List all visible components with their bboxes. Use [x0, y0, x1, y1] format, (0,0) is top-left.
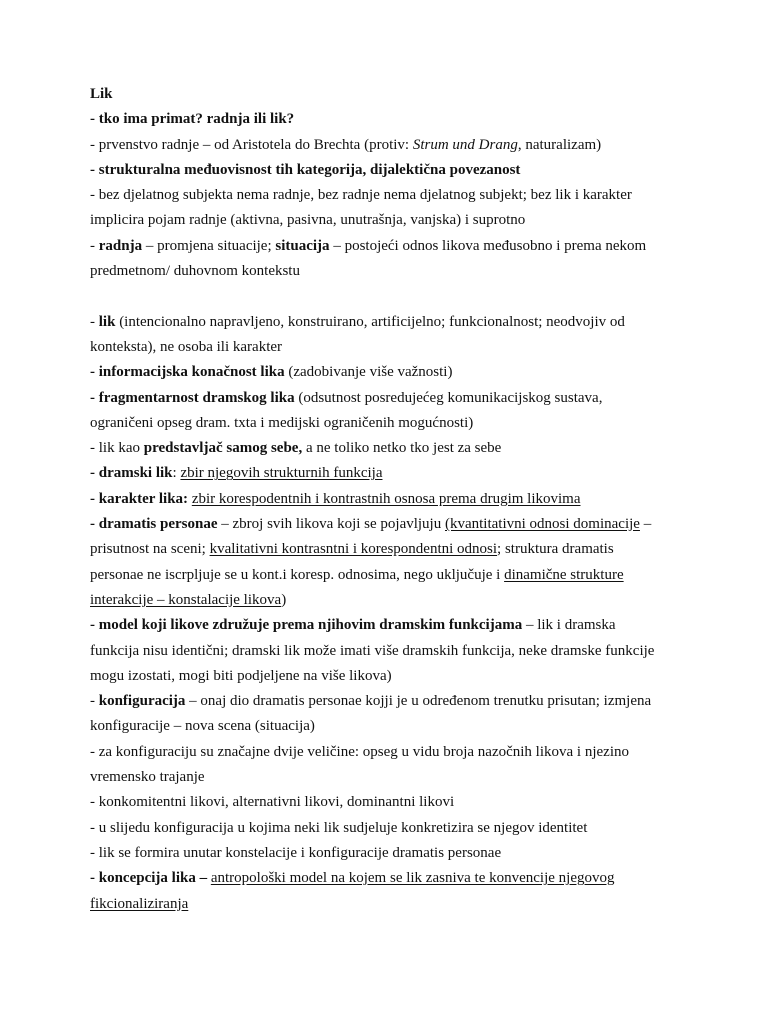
underlined-text: fikcionaliziranja [90, 895, 189, 912]
italic-text: Strum und Drang [412, 136, 518, 153]
underlined-text: antropološki model na kojem se lik zasniva te konvencije njegovog [210, 870, 615, 887]
line-30 [90, 866, 690, 891]
blank-line [90, 284, 690, 309]
title-line [90, 82, 690, 107]
text: konteksta), ne osoba ili karakter [90, 338, 283, 355]
text: - prvenstvo radnje – od Aristotela do Brechta (protiv: [90, 136, 413, 153]
bold-text: - strukturalna međuovisnost tih kategorija, dijalektična povezanost [90, 161, 521, 178]
line-1 [90, 107, 690, 132]
underlined-text: zbir korespodentnih i kontrastnih osnosa prema drugim likovima [191, 490, 581, 507]
text: ) [281, 591, 287, 608]
text: vremensko trajanje [90, 769, 205, 786]
text: implicira pojam radnje (aktivna, pasivna, unutrašnja, vanjska) i suprotno [90, 212, 526, 229]
bold-text: - tko ima primat? radnja ili lik? [90, 111, 295, 128]
text: konfiguracije – nova scena (situacija) [90, 718, 315, 735]
bold-text: - koncepcija lika – [90, 870, 208, 887]
text: – promjena situacije; [142, 237, 276, 254]
line-15 [90, 487, 690, 512]
text: – [639, 516, 652, 533]
line-3 [90, 158, 690, 183]
line-21 [90, 639, 690, 664]
text: - [90, 313, 99, 330]
text: ; struktura dramatis [497, 541, 614, 558]
text: - lik se formira unutar konstelacije i konfiguracije dramatis personae [90, 844, 502, 861]
text: - u slijedu konfiguracija u kojima neki lik sudjeluje konkretizira se njegov identitet [90, 819, 588, 836]
text: , naturalizam) [517, 136, 602, 153]
bold-text: - fragmentarnost dramskog lika [90, 389, 295, 406]
line-20 [90, 613, 690, 638]
text: mogu izostati, mogi biti podjeljene na više likova) [90, 667, 392, 684]
line-8 [90, 310, 690, 335]
bold-text: konfiguracija [98, 693, 186, 710]
text: (intencionalno napravljeno, konstruirano, artificijelno; funkcionalnost; neodvojiv od [115, 313, 625, 330]
bold-text: - model koji likove združuje prema njihovim dramskim funkcijama [90, 617, 523, 634]
text: – postojeći odnos likova međusobno i prema nekom [329, 237, 647, 254]
line-10 [90, 360, 690, 385]
text: – onaj dio dramatis personae kojji je u određenom trenutku prisutan; izmjena [185, 693, 652, 710]
bold-text: predstavljač samog sebe, [143, 440, 303, 457]
line-25 [90, 740, 690, 765]
document-page [90, 82, 690, 917]
text: ograničeni opseg dram. txta i medijski ograničenih mogućnosti) [90, 414, 474, 431]
text: (odsutnost posredujećeg komunikacijskog sustava, [294, 389, 603, 406]
heading-lik: Lik [90, 86, 113, 102]
line-9 [90, 335, 690, 360]
line-24 [90, 714, 690, 739]
underlined-text: zbir njegovih strukturnih funkcija [180, 465, 383, 482]
underlined-text: interakcije – konstalacije likova [90, 591, 282, 608]
line-11 [90, 386, 690, 411]
bold-text: - informacijska konačnost lika [90, 364, 285, 381]
bold-text: lik [98, 313, 116, 330]
text: funkcija nisu identični; dramski lik može imati više dramskih funkcija, neke dramske funkcije [90, 642, 655, 659]
line-18 [90, 563, 690, 588]
line-7 [90, 259, 690, 284]
line-12 [90, 411, 690, 436]
bold-text: - dramski lik [90, 465, 173, 482]
text: personae ne iscrpljuje se u kont.i koresp. odnosima, nego uključuje i [90, 566, 505, 583]
text: : [172, 465, 181, 482]
line-29 [90, 841, 690, 866]
line-2 [90, 133, 690, 158]
line-26 [90, 765, 690, 790]
text: - [90, 693, 99, 710]
line-19 [90, 588, 690, 613]
text: predmetnom/ duhovnom kontekstu [90, 263, 300, 280]
underlined-text: kvalitativni kontrasntni i korespondentni odnosi [209, 541, 498, 558]
line-17 [90, 537, 690, 562]
text: - [90, 237, 99, 254]
line-5 [90, 208, 690, 233]
bold-text: - dramatis personae [90, 516, 218, 533]
text: prisutnost na sceni; [90, 541, 210, 558]
line-4 [90, 183, 690, 208]
bold-text: - karakter lika: [90, 490, 189, 507]
line-27 [90, 790, 690, 815]
line-22 [90, 664, 690, 689]
text: (zadobivanje više važnosti) [284, 364, 453, 381]
text: - lik kao [90, 440, 144, 457]
bold-text: radnja [98, 237, 143, 254]
line-6 [90, 234, 690, 259]
text: - bez djelatnog subjekta nema radnje, bez radnje nema djelatnog subjekt; bez lik i karakter [90, 187, 632, 204]
text: – lik i dramska [522, 617, 616, 634]
line-16 [90, 512, 690, 537]
line-14 [90, 461, 690, 486]
bold-text: situacija [275, 237, 330, 254]
line-23 [90, 689, 690, 714]
text: a ne toliko netko tko jest za sebe [302, 440, 502, 457]
text: – zbroj svih likova koji se pojavljuju [217, 516, 445, 533]
underlined-text: (kvantitativni odnosi dominacije [444, 516, 640, 533]
underlined-text: dinamične strukture [504, 566, 624, 583]
text: - za konfiguraciju su značajne dvije veličine: opseg u vidu broja nazočnih likova i njezino [90, 743, 629, 760]
line-13 [90, 436, 690, 461]
line-31 [90, 892, 690, 917]
line-28 [90, 816, 690, 841]
text: - konkomitentni likovi, alternativni likovi, dominantni likovi [90, 794, 455, 811]
